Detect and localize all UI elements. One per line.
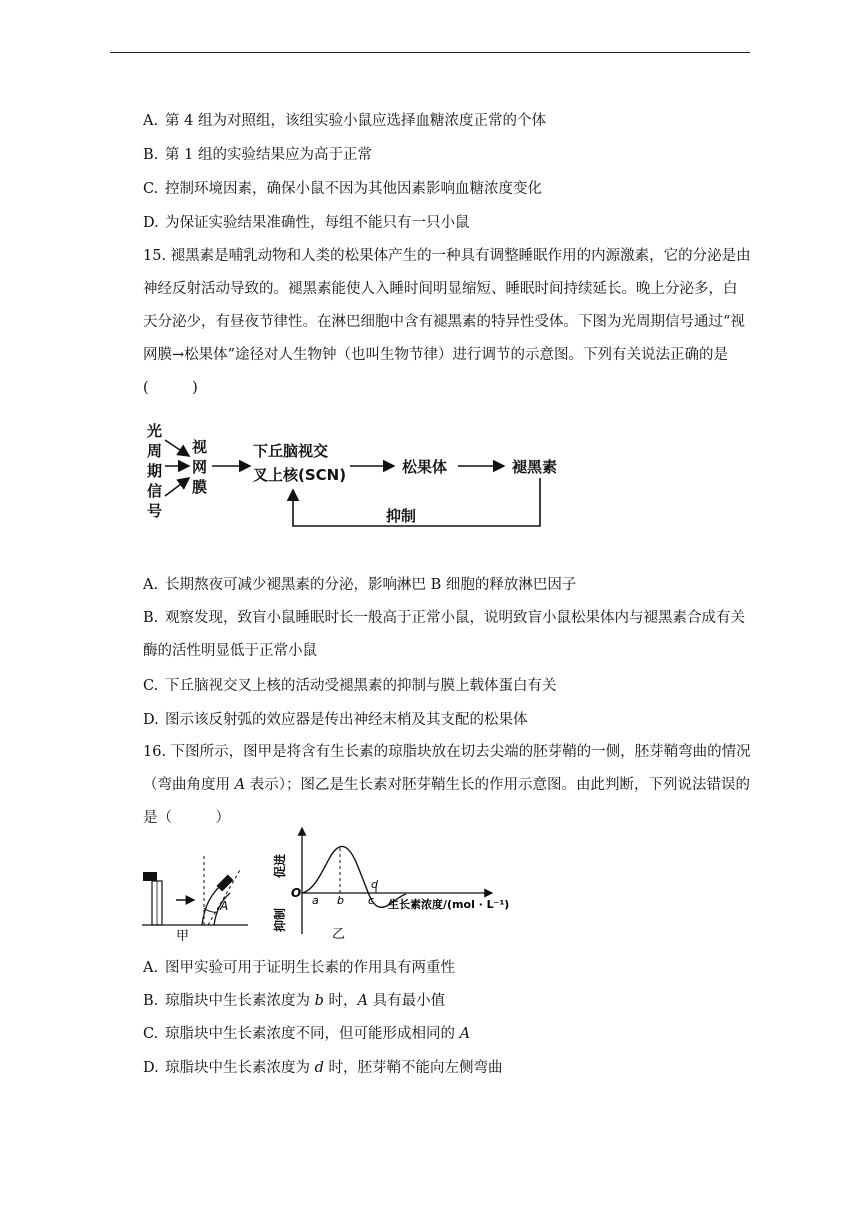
q15-option-b: B. 观察发现，致盲小鼠睡眠时长一般高于正常小鼠，说明致盲小鼠松果体内与褪黑素合成有关酶的活性明显低于正常小鼠 [143,610,745,659]
retina-char: 膜 [192,478,208,496]
angle-label: A [220,899,229,913]
y-down-label: 抑制 [273,907,287,933]
q16-option-c: C. 琼脂块中生长素浓度不同，但可能形成相同的 A [143,1026,471,1042]
caption-yi: 乙 [332,927,346,942]
point-label: d [371,878,378,891]
q16-option-a: A. 图甲实验可用于证明生长素的作用具有两重性 [143,960,455,976]
melatonin-label: 褪黑素 [512,458,558,476]
scn-label-line1: 下丘脑视交 [253,442,329,460]
q16-figure-yi [270,822,515,942]
q16-option-b: B. 琼脂块中生长素浓度为 b 时，A 具有最小值 [143,993,446,1009]
q15-option-c: C. 下丘脑视交叉上核的活动受褪黑素的抑制与膜上载体蛋白有关 [143,678,557,694]
x-axis-label: 生长素浓度/(mol · L⁻¹) [388,898,510,911]
caption-jia: 甲 [176,929,190,944]
q16-option-d: D. 琼脂块中生长素浓度为 d 时，胚芽鞘不能向左侧弯曲 [143,1060,503,1076]
signal-char: 光 [147,422,163,440]
origin-label: O [291,886,302,900]
point-label: a [312,894,319,907]
q14-option-b: B. 第 1 组的实验结果应为高于正常 [143,147,372,163]
q14-option-d: D. 为保证实验结果准确性，每组不能只有一只小鼠 [143,215,470,231]
q14-option-a: A. 第 4 组为对照组，该组实验小鼠应选择血糖浓度正常的个体 [143,113,546,129]
q15-pathway-diagram [140,418,580,532]
q16-figure-jia [140,852,258,944]
header-rule [110,52,750,53]
inhibit-label: 抑制 [386,507,417,525]
q15-stem: 15. 褪黑素是哺乳动物和人类的松果体产生的一种具有调整睡眠作用的内源激素，它的分泌是由神经反射活动导致的。褪黑素能使人入睡时间明显缩短、睡眠时间持续延长。晚上分泌多，白天分泌少，有昼夜节律性。在淋巴细胞中含有褪黑素的特异性受体。下图为光周期信号通过“视网膜→松果体”途径对人生物钟（也叫生物节律）进行调节的示意图。下列有关说法正确的是( ) [143,248,751,396]
q16-stem: 16. 下图所示，图甲是将含有生长素的琼脂块放在切去尖端的胚芽鞘的一侧，胚芽鞘弯曲的情况（弯曲角度用 A 表示）；图乙是生长素对胚芽鞘生长的作用示意图。由此判断，下列说法错误的是（ ） [143,744,751,826]
q14-option-c: C. 控制环境因素，确保小鼠不因为其他因素影响血糖浓度变化 [143,181,542,197]
q15-option-a: A. 长期熬夜可减少褪黑素的分泌，影响淋巴 B 细胞的释放淋巴因子 [143,577,577,593]
point-label: c [368,894,375,907]
point-label: b [337,894,344,907]
retina-char: 视 [192,438,208,456]
signal-char: 周 [147,442,163,460]
signal-char: 期 [147,462,163,480]
y-up-label: 促进 [273,853,287,879]
scn-label-line2: 叉上核(SCN) [253,466,347,484]
q15-option-d: D. 图示该反射弧的效应器是传出神经末梢及其支配的松果体 [143,712,528,728]
retina-char: 网 [192,458,208,476]
pineal-label: 松果体 [402,458,448,476]
signal-char: 号 [147,502,163,520]
signal-char: 信 [147,482,163,500]
